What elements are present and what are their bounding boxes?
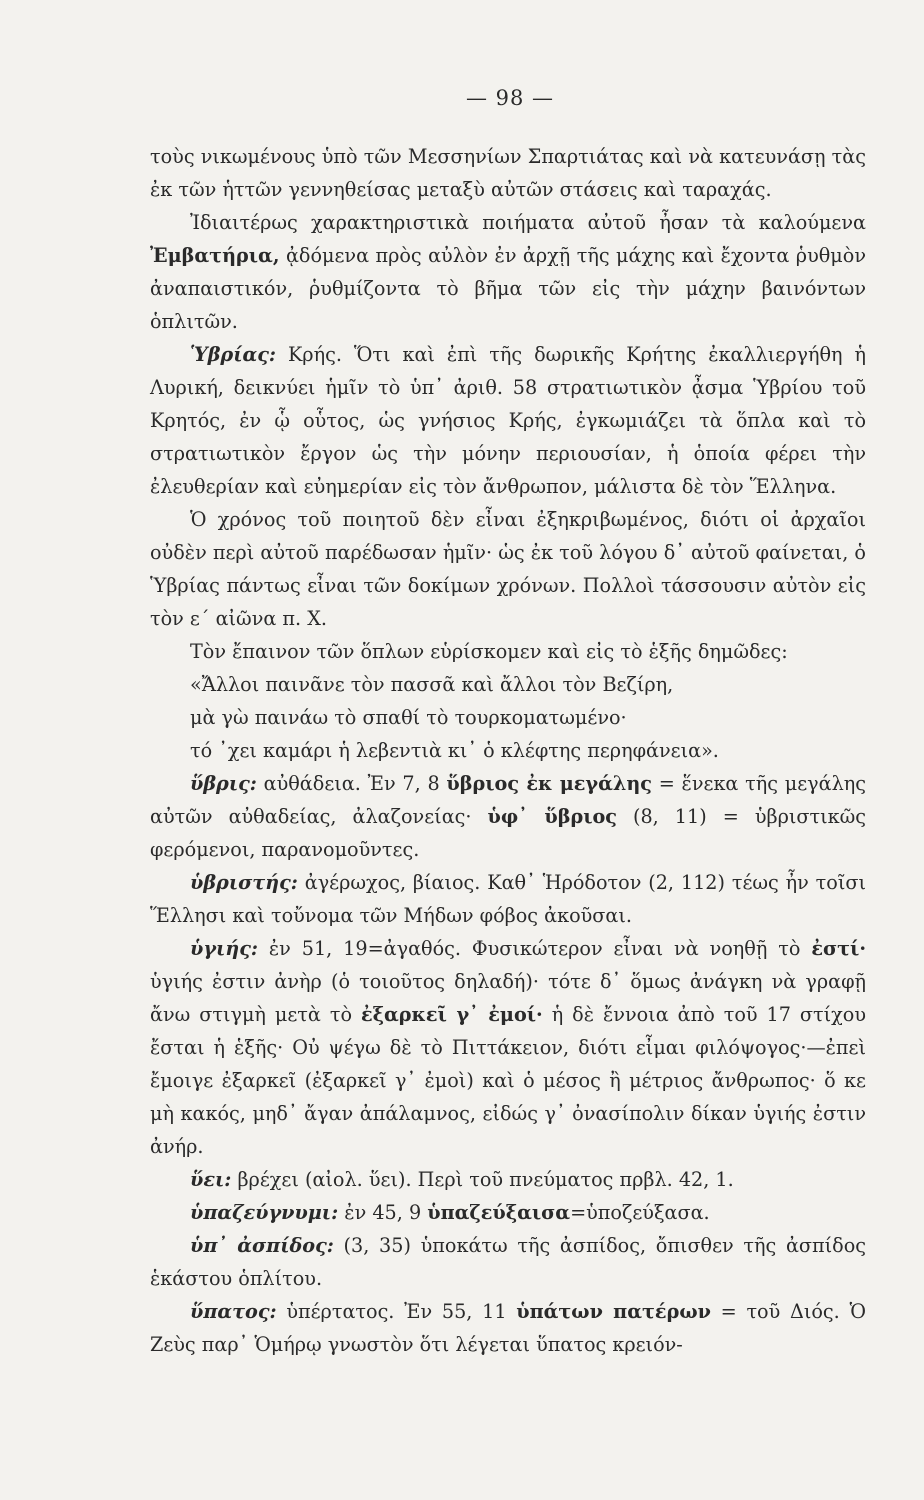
hygies-text-e: ἡ δὲ ἔννοια ἀπὸ τοῦ 17 στίχου ἔσται ἡ ἑξῆς· Οὐ ψέγω δὲ τὸ Πιττάκειον, διότι εἶμαι φιλόψογος·—ἐπεὶ ἔμοιγε ἐξαρκεῖ (ἐξαρκεῖ γ᾿ ἐμοὶ) καὶ ὁ μέσος ἢ μέτριος ἄνθρωπος· ὅ κε μὴ κακός, μηδ᾿ ἄγαν ἀπάλαμνος, εἰδώς γ᾿ ὀνασίπολιν δίκαν ὑγιής ἐστιν ἀνήρ.: [150, 1003, 867, 1158]
embateria-pre: Ἰδιαιτέρως χαρακτηριστικὰ ποιήματα αὐτοῦ ἦσαν τὰ καλούμενα: [190, 211, 866, 234]
hybristes-text: ἀγέρωχος, βίαιος. Καθ᾿ Ἡρόδοτον (2, 112) τέως ἦν τοῖσι Ἕλλησι καὶ τοὔνομα τῶν Μήδων φόβος ἀκοῦσαι.: [150, 871, 866, 927]
hypazeugnymi-text-a: ἐν 45, 9: [338, 1201, 428, 1224]
term-hyei: ὕει:: [190, 1168, 232, 1191]
folk-song-line: «Ἄλλοι παινᾶνε τὸν πασσᾶ καὶ ἄλλοι τὸν Βεζίρη,: [190, 673, 674, 696]
folk-song-line: μὰ γὼ παινάω τὸ σπαθί τὸ τουρκοματωμένο·: [190, 706, 627, 729]
term-hygies: ὑγιής:: [190, 937, 258, 960]
term-hypazeugnymi: ὑπαζεύγνυμι:: [190, 1201, 339, 1224]
term-hypatos: ὕπατος:: [190, 1300, 277, 1323]
hypazeugnymi-text-c: =ὑποζεύξασα.: [570, 1201, 710, 1224]
folk-song-line: τό ᾿χει καμάρι ἡ λεβεντιὰ κι᾿ ὁ κλέφτης περηφάνεια».: [190, 739, 719, 762]
hygies-bold-d: ἐξαρκεῖ γ᾿ ἐμοί·: [361, 1003, 543, 1026]
term-hybris: ὕβρις:: [190, 772, 257, 795]
term-hybrias: Ὑβρίας:: [190, 343, 277, 366]
glossary-entry-hygies: [150, 932, 866, 1163]
term-hyp-aspidos: ὑπ᾿ ἀσπίδος:: [190, 1234, 334, 1257]
paragraph-intro: [150, 140, 866, 206]
hypatos-bold-b: ὑπάτων πατέρων: [516, 1300, 711, 1323]
paragraph-epainos: [150, 635, 866, 668]
hybris-text-c: = ἕνεκα τῆς μεγάλης αὐτῶν αὐθαδείας, ἀλαζονείας·: [150, 772, 867, 828]
hybris-bold-d: ὑφ᾿ ὕβριος: [487, 805, 617, 828]
epainos-text: Τὸν ἔπαινον τῶν ὅπλων εὑρίσκομεν καὶ εἰς τὸ ἑξῆς δημῶδες:: [190, 640, 788, 663]
glossary-entry-hypazeugnymi: [150, 1196, 866, 1229]
glossary-entry-hypatos: [150, 1295, 866, 1361]
glossary-entry-hybristes: [150, 866, 866, 932]
glossary-entry-hybris: [150, 767, 866, 866]
hybris-text-e: (8, 11) = ὑβριστικῶς φερόμενοι, παρανομοῦντες.: [150, 805, 866, 861]
hybris-text-a: αὐθάδεια. Ἐν 7, 8: [256, 772, 447, 795]
page-body: [150, 140, 866, 1361]
hypatos-text-c: = τοῦ Διός. Ὁ Ζεὺς παρ᾿ Ὁμήρῳ γνωστὸν ὅτι λέγεται ὕπατος κρειόν-: [150, 1300, 866, 1356]
glossary-entry-hyp-aspidos: [150, 1229, 866, 1295]
hybris-bold-b: ὕβριος ἐκ μεγάλης: [446, 772, 652, 795]
hyp-aspidos-text: (3, 35) ὑποκάτω τῆς ἀσπίδος, ὄπισθεν τῆς ἀσπίδος ἑκάστου ὁπλίτου.: [150, 1234, 867, 1290]
paragraph-chronos: [150, 503, 866, 635]
hygies-bold-b: ἐστί·: [811, 937, 866, 960]
embateria-post: ᾀδόμενα πρὸς αὐλὸν ἐν ἀρχῇ τῆς μάχης καὶ ἔχοντα ῥυθμὸν ἀναπαιστικόν, ῥυθμίζοντα τὸ βῆμα τῶν εἰς τὴν μάχην βαινόντων ὁπλιτῶν.: [150, 244, 866, 333]
hybrias-text: Κρής. Ὅτι καὶ ἐπὶ τῆς δωρικῆς Κρήτης ἐκαλλιεργήθη ἡ Λυρική, δεικνύει ἡμῖν τὸ ὑπ᾿ ἀριθ. 58 στρατιωτικὸν ᾆσμα Ὑβρίου τοῦ Κρητός, ἐν ᾧ οὗτος, ὡς γνήσιος Κρής, ἐγκωμιάζει τὰ ὅπλα καὶ τὸ στρατιωτικὸν ἔργον ὡς τὴν μόνην περιουσίαν, ἡ ὁποία φέρει τὴν ἐλευθερίαν καὶ εὐημερίαν εἰς τὸν ἄνθρωπον, μάλιστα δὲ τὸν Ἕλληνα.: [150, 343, 866, 498]
intro-text: τοὺς νικωμένους ὑπὸ τῶν Μεσσηνίων Σπαρτιάτας καὶ νὰ κατευνάσῃ τὰς ἐκ τῶν ἡττῶν γεννηθείσας μεταξὺ αὐτῶν στάσεις καὶ ταραχάς.: [150, 145, 866, 201]
glossary-entry-hyei: [150, 1163, 866, 1196]
hypazeugnymi-bold-b: ὑπαζεύξαισα: [427, 1201, 571, 1224]
hypatos-text-a: ὑπέρτατος. Ἐν 55, 11: [276, 1300, 517, 1323]
hygies-text-a: ἐν 51, 19=ἀγαθός. Φυσικώτερον εἶναι νὰ νοηθῇ τὸ: [257, 937, 812, 960]
chronos-text: Ὁ χρόνος τοῦ ποιητοῦ δὲν εἶναι ἐξηκριβωμένος, διότι οἱ ἀρχαῖοι οὐδὲν περὶ αὐτοῦ παρέδωσαν ἡμῖν· ὡς ἐκ τοῦ λόγου δ᾿ αὐτοῦ φαίνεται, ὁ Ὑβρίας πάντως εἶναι τῶν δοκίμων χρόνων. Πολλοὶ τάσσουσιν αὐτὸν εἰς τὸν ε΄ αἰῶνα π. Χ.: [150, 508, 866, 630]
term-hybristes: ὑβριστής:: [190, 871, 298, 894]
embateria-bold: Ἐμβατήρια,: [150, 244, 280, 267]
page-number: — 98 —: [465, 86, 555, 110]
hygies-text-c: ὑγιής ἐστιν ἀνὴρ (ὁ τοιοῦτος δηλαδή)· τότε δ᾿ ὅμως ἀνάγκη νὰ γραφῇ ἄνω στιγμὴ μετὰ τὸ: [150, 970, 866, 1026]
paragraph-embateria: [150, 206, 866, 338]
hyei-text: βρέχει (αἰολ. ὕει). Περὶ τοῦ πνεύματος πρβλ. 42, 1.: [231, 1168, 734, 1191]
paragraph-hybrias: [150, 338, 866, 503]
